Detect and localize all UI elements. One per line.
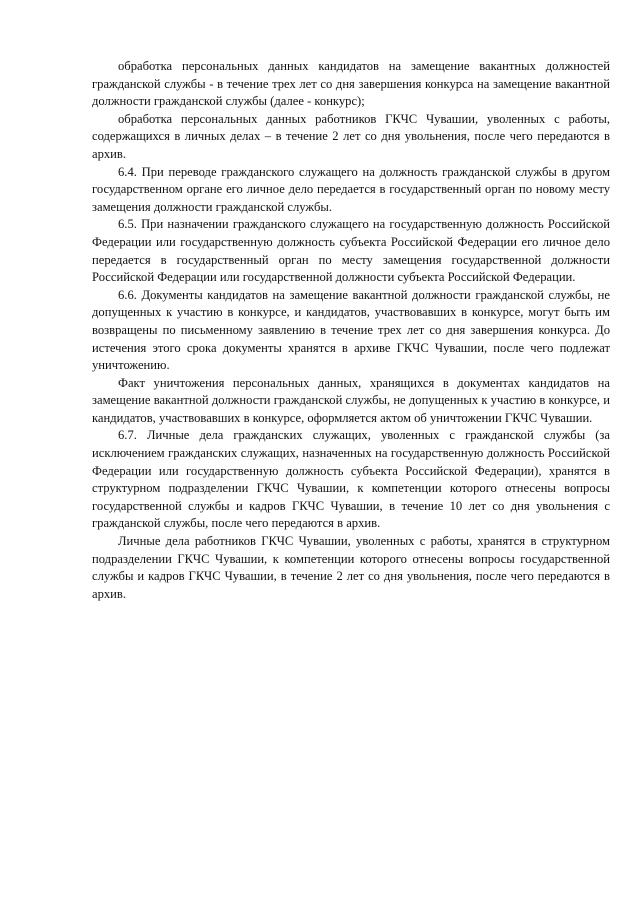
- paragraph-candidates-data-processing: обработка персональных данных кандидатов на замещение вакантных должностей гражданской службы - в течение трех лет со дня завершения конкурса на замещение вакантной должности гражданской службы (далее - конкурс);: [92, 59, 610, 109]
- paragraph-6-7: 6.7. Личные дела гражданских служащих, уволенных с гражданской службы (за исключением гражданских служащих, назначенных на государственную должность Российской Федерации или государственную должность субъекта Российской Федерации), хранятся в структурном подразделении ГКЧС Чувашии, к компетенции которого отнесены вопросы государственной службы и кадров ГКЧС Чувашии, в течение 10 лет со дня увольнения с гражданской службы, после чего передаются в архив.: [92, 428, 610, 531]
- paragraph-6-4: 6.4. При переводе гражданского служащего на должность гражданской службы в другом государственном органе его личное дело передается в государственный орган по новому месту замещения должности гражданской службы.: [92, 164, 610, 214]
- paragraph-6-5: 6.5. При назначении гражданского служащего на государственную должность Российской Федерации или государственную должность субъекта Российской Федерации его личное дело передается в государственный орган по месту замещения государственной должности Российской Федерации или государственной должности субъекта Российской Федерации.: [92, 217, 610, 285]
- document-page: [92, 58, 610, 603]
- paragraph-employee-files-storage: Личные дела работников ГКЧС Чувашии, уволенных с работы, хранятся в структурном подразделении ГКЧС Чувашии, к компетенции которого отнесены вопросы государственной службы и кадров ГКЧС Чувашии, в течение 2 лет со дня увольнения, после чего передаются в архив.: [92, 534, 610, 601]
- paragraph-6-6: 6.6. Документы кандидатов на замещение вакантной должности гражданской службы, не допущенных к участию в конкурсе, и кандидатов, участвовавших в конкурсе, могут быть им возвращены по письменному заявлению в течение трех лет со дня завершения конкурса. До истечения этого срока документы хранятся в архиве ГКЧС Чувашии, после чего подлежат уничтожению.: [92, 287, 610, 373]
- paragraph-employees-data-processing: обработка персональных данных работников ГКЧС Чувашии, уволенных с работы, содержащихся в личных делах – в течение 2 лет со дня увольнения, после чего передаются в архив.: [92, 111, 610, 161]
- paragraph-destruction-act: Факт уничтожения персональных данных, хранящихся в документах кандидатов на замещение вакантной должности гражданской службы, не допущенных к участию в конкурсе, и кандидатов, участвовавших в конкурсе, оформляется актом об уничтожении ГКЧС Чувашии.: [92, 375, 610, 425]
